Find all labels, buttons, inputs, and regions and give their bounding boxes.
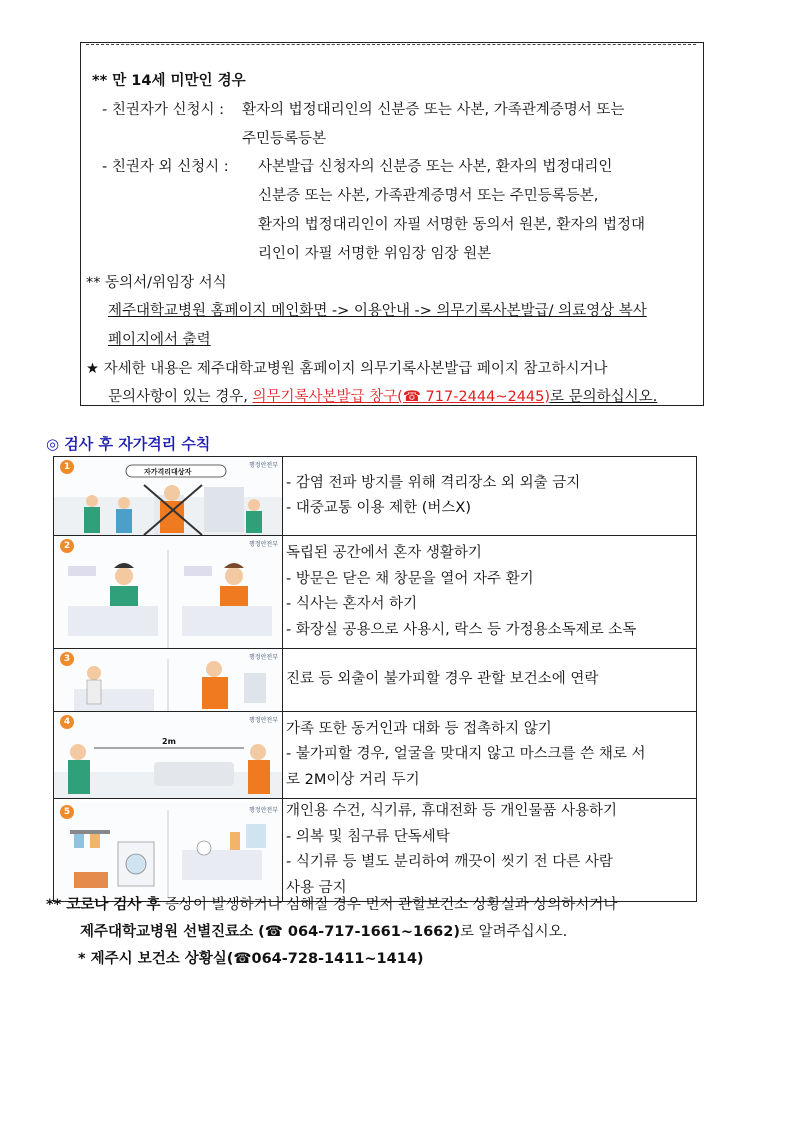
rule-text-cell — [283, 649, 697, 712]
rule-number-badge: 4 — [60, 715, 74, 729]
table-row — [54, 649, 697, 712]
records-window-contact: 의무기록사본발급 창구(☎ 717-2444~2445) — [252, 389, 551, 405]
rule-text-cell — [283, 712, 697, 799]
forms-path-2: 페이지에서 출력 — [108, 332, 211, 348]
table-row — [54, 712, 697, 799]
rule-illustration — [54, 536, 282, 648]
rule-illustration — [54, 802, 282, 898]
other-docs-2: 신분증 또는 사본, 가족관계증명서 또는 주민등록등본, — [258, 188, 599, 204]
rule-illustration — [54, 649, 282, 711]
detail-text-a: 문의사항이 있는 경우, — [108, 389, 248, 405]
table-row — [54, 457, 697, 536]
quarantine-rules-table — [53, 456, 697, 902]
screening-clinic-contact: 제주대학교병원 선별진료소 (☎ 064-717-1661~1662) — [80, 924, 460, 940]
rule-line: - 의복 및 침구류 단독세탁 — [286, 828, 450, 845]
rule-line: 로 2M이상 거리 두기 — [286, 771, 420, 788]
detail-text-b: 로 문의하십시오. — [550, 389, 658, 405]
other-docs-1: 사본발급 신청자의 신분증 또는 사본, 환자의 법정대리인 — [258, 159, 613, 175]
ministry-logo: 행정안전부 — [249, 807, 278, 814]
rule-line: - 화장실 공용으로 사용시, 락스 등 가정용소독제로 소독 — [286, 621, 637, 638]
rule-line: 가족 또한 동거인과 대화 등 접촉하지 않기 — [286, 720, 552, 737]
ministry-logo: 행정안전부 — [249, 654, 278, 661]
rule-illustration — [54, 712, 282, 798]
contact-health-center-illustration — [54, 649, 282, 711]
rule-image-cell — [54, 536, 283, 649]
footer-after-test: ** 코로나 검사 후 — [46, 897, 161, 913]
rule-text-cell — [283, 457, 697, 536]
rule-image-cell — [54, 457, 283, 536]
section-title: ◎ 검사 후 자가격리 수칙 — [46, 435, 211, 453]
other-docs-4: 리인이 자필 서명한 위임장 임장 원본 — [258, 246, 492, 262]
ministry-logo: 행정안전부 — [249, 541, 278, 548]
ministry-logo: 행정안전부 — [249, 717, 278, 724]
rule-line: 독립된 공간에서 혼자 생활하기 — [286, 545, 482, 561]
rule-line: - 식사는 혼자서 하기 — [286, 596, 418, 612]
rule-number-badge: 1 — [60, 460, 74, 474]
relative-docs-2: 주민등록등본 — [242, 131, 327, 147]
rule-line: - 감염 전파 방지를 위해 격리장소 외 외출 금지 — [286, 474, 581, 491]
under14-title: ** 만 14세 미만인 경우 — [92, 73, 246, 89]
rule-line: 사용 금지 — [286, 879, 347, 896]
footer-text: 로 알려주십시오. — [459, 924, 568, 940]
ministry-logo: 행정안전부 — [249, 462, 278, 469]
rule-illustration — [54, 457, 282, 535]
other-docs-3: 환자의 법정대리인이 자필 서명한 동의서 원본, 환자의 법정대 — [258, 217, 646, 233]
relative-docs-1: 환자의 법정대리인의 신분증 또는 사본, 가족관계증명서 또는 — [242, 102, 625, 118]
rule-line: - 방문은 닫은 채 창문을 열어 자주 환기 — [286, 570, 534, 587]
footer-text: 증상이 발생하거나 심해질 경우 먼저 관할보건소 상황실과 상의하시거나 — [160, 897, 618, 913]
detail-line-2 — [108, 385, 657, 406]
distance-label: 2m — [162, 737, 176, 746]
health-center-contact: * 제주시 보건소 상황실(☎064-728-1411~1414) — [78, 951, 424, 967]
rule-image-cell — [54, 649, 283, 712]
footer-line-1 — [46, 893, 617, 914]
distance-illustration — [54, 712, 282, 798]
rule-line: - 대중교통 이용 제한 (버스X) — [286, 500, 471, 516]
other-prefix: - 친권자 외 신청시 : — [102, 159, 229, 175]
rule-line: 진료 등 외출이 불가피할 경우 관할 보건소에 연락 — [286, 671, 599, 688]
table-row — [54, 536, 697, 649]
forms-title: ** 동의서/위임장 서식 — [86, 275, 227, 291]
rule-number-badge: 5 — [60, 805, 74, 819]
table-row — [54, 799, 697, 902]
footer-line-2 — [80, 920, 567, 941]
personal-items-illustration — [54, 802, 282, 898]
quarantine-target-label: 자가격리대상자 — [144, 468, 192, 476]
rule-line: 개인용 수건, 식기류, 휴대전화 등 개인물품 사용하기 — [286, 803, 618, 819]
forms-path-1: 제주대학교병원 홈페이지 메인화면 -> 이용안내 -> 의무기록사본발급/ 의료영상 복사 — [108, 303, 647, 319]
rule-image-cell — [54, 799, 283, 902]
detail-line-1: ★ 자세한 내용은 제주대학교병원 홈페이지 의무기록사본발급 페이지 참고하시거나 — [86, 361, 608, 377]
rule-line: - 불가피할 경우, 얼굴을 맞대지 않고 마스크를 쓴 채로 서 — [286, 746, 646, 763]
rule-image-cell — [54, 712, 283, 799]
relative-prefix: - 친권자가 신청시 : — [102, 102, 224, 118]
living-alone-illustration — [54, 536, 282, 648]
rule-number-badge: 3 — [60, 652, 74, 666]
rule-text-cell — [283, 536, 697, 649]
dashed-divider — [86, 44, 696, 45]
rule-number-badge: 2 — [60, 539, 74, 553]
rule-text-cell — [283, 799, 697, 902]
rule-line: - 식기류 등 별도 분리하여 깨끗이 씻기 전 다른 사람 — [286, 854, 613, 870]
